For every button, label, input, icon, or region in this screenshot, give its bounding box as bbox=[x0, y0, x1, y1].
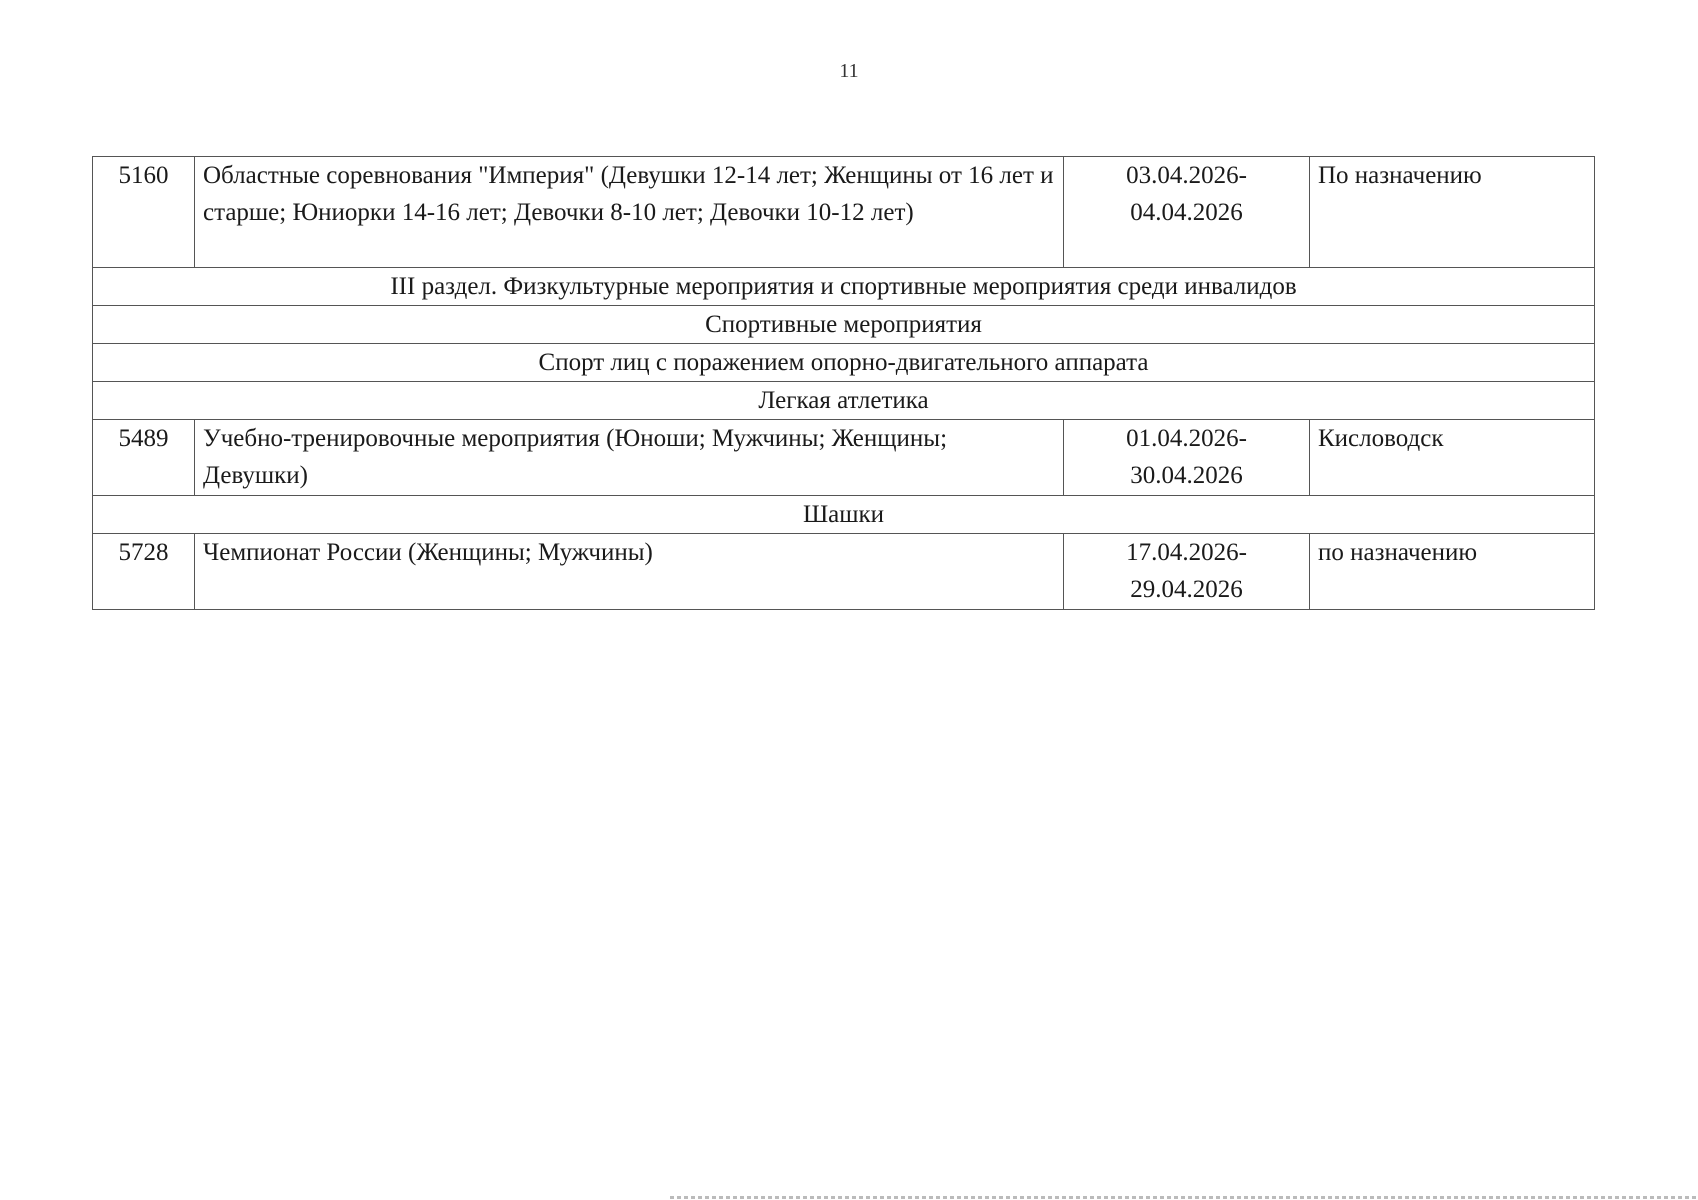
event-date-start: 17.04.2026- bbox=[1126, 539, 1247, 566]
event-dates bbox=[1064, 420, 1310, 496]
event-number: 5728 bbox=[93, 534, 195, 610]
table-row bbox=[93, 534, 1595, 610]
section-heading-row bbox=[93, 306, 1595, 344]
page-number: 11 bbox=[839, 60, 859, 82]
section-heading-row bbox=[93, 344, 1595, 382]
events-table bbox=[92, 156, 1595, 610]
event-date-end: 29.04.2026 bbox=[1130, 576, 1243, 603]
event-date-start: 03.04.2026- bbox=[1126, 162, 1247, 189]
table-row bbox=[93, 157, 1595, 268]
event-name: Учебно-тренировочные мероприятия (Юноши; Мужчины; Женщины; Девушки) bbox=[195, 420, 1064, 496]
event-name: Областные соревнования "Империя" (Девушки 12-14 лет; Женщины от 16 лет и старше; Юниорки 14-16 лет; Девочки 8-10 лет; Девочки 10-12 лет) bbox=[195, 157, 1064, 268]
table-row bbox=[93, 420, 1595, 496]
section-heading: III раздел. Физкультурные мероприятия и спортивные мероприятия среди инвалидов bbox=[93, 268, 1595, 306]
section-heading: Шашки bbox=[93, 496, 1595, 534]
event-date-end: 30.04.2026 bbox=[1130, 462, 1243, 489]
section-heading-row bbox=[93, 496, 1595, 534]
event-date-end: 04.04.2026 bbox=[1130, 199, 1243, 226]
event-dates bbox=[1064, 534, 1310, 610]
section-heading: Легкая атлетика bbox=[93, 382, 1595, 420]
event-date-start: 01.04.2026- bbox=[1126, 425, 1247, 452]
event-number: 5489 bbox=[93, 420, 195, 496]
event-name: Чемпионат России (Женщины; Мужчины) bbox=[195, 534, 1064, 610]
section-heading-row bbox=[93, 382, 1595, 420]
section-heading-row bbox=[93, 268, 1595, 306]
section-heading: Спорт лиц с поражением опорно-двигательного аппарата bbox=[93, 344, 1595, 382]
event-place: По назначению bbox=[1310, 157, 1595, 268]
scan-edge-line bbox=[670, 1196, 1698, 1199]
section-heading: Спортивные мероприятия bbox=[93, 306, 1595, 344]
event-place: Кисловодск bbox=[1310, 420, 1595, 496]
event-place: по назначению bbox=[1310, 534, 1595, 610]
event-dates bbox=[1064, 157, 1310, 268]
event-number: 5160 bbox=[93, 157, 195, 268]
